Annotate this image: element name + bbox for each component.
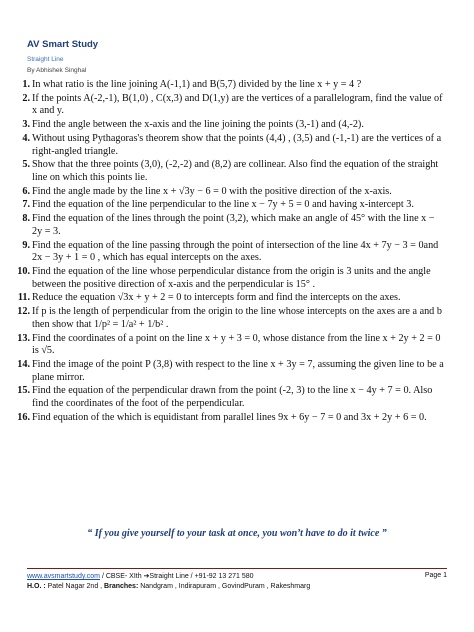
question-number: 3. [22, 119, 30, 131]
question-item [10, 213, 446, 238]
question-text: If p is the length of perpendicular from the origin to the line whose intercepts on the axes are a and b then show that 1/p² = 1/a² + 1/b² . [32, 306, 442, 330]
question-item [10, 306, 446, 331]
question-text: Find the coordinates of a point on the line x + y + 3 = 0, whose distance from the line x + 2y + 2 = 0 is √5. [32, 332, 441, 357]
question-item [10, 240, 446, 265]
question-item [10, 333, 446, 358]
question-item [10, 159, 446, 184]
question-text: Find the equation of the perpendicular drawn from the point (-2, 3) to the line x − 4y + 7 = 0. Also find the coordinates of the foot of the perpendicular. [32, 385, 433, 409]
question-text: Find the angle between the x-axis and the line joining the points (3,-1) and (4,-2). [32, 119, 364, 131]
question-item [10, 412, 446, 425]
motivational-quote: “ If you give yourself to your task at once, you won’t have to do it twice ” [87, 528, 387, 539]
footer-line-2 [27, 583, 457, 590]
question-item [10, 359, 446, 384]
brand-title: AV Smart Study [27, 39, 99, 50]
question-number: 5. [22, 159, 30, 171]
question-number: 13. [17, 332, 30, 344]
question-text: Find the equation of the lines through the point (3,2), which make an angle of 45° with the line x − 2y = 3. [32, 213, 435, 237]
author-line: By Abhishek Singhal [27, 67, 87, 74]
question-text: Find the equation of the line perpendicular to the line x − 7y + 5 = 0 and having x-intercept 3. [32, 199, 414, 211]
question-number: 6. [22, 185, 30, 197]
question-text: If the points A(-2,-1), B(1,0) , C(x,3) and D(1,y) are the vertices of a parallelogram, find the value of x and y. [32, 92, 443, 117]
question-number: 10. [17, 266, 30, 277]
question-item [10, 79, 446, 92]
question-text: Find the angle made by the line x + √3y − 6 = 0 with the positive direction of the x-axis. [32, 185, 392, 197]
question-item [10, 385, 446, 410]
document-header [27, 39, 98, 74]
question-item [10, 186, 446, 199]
question-number: 9. [22, 239, 30, 251]
head-office-label: H.O. : [27, 583, 46, 590]
question-number: 2. [22, 92, 30, 104]
branches-label: Branches: [104, 583, 139, 590]
question-item [10, 93, 446, 118]
question-text: Find equation of the which is equidistant from parallel lines 9x + 6y − 7 = 0 and 3x + 2y + 6 = 0. [32, 411, 427, 423]
question-item [10, 119, 446, 132]
page-number: Page 1 [424, 572, 447, 579]
question-number: 7. [22, 199, 30, 211]
question-number: 11. [17, 292, 30, 304]
question-list [10, 79, 446, 425]
question-text: Find the equation of the line passing through the point of intersection of the line 4x + 7y − 3 = 0and 2x − 3y + 1 = 0 , which has equal intercepts on the axes. [32, 239, 439, 264]
question-number: 14. [17, 358, 30, 370]
question-text: In what ratio is the line joining A(-1,1) and B(5,7) divided by the line x + y = 4 ? [32, 79, 362, 90]
branches-text: Nandgram , Indirapuram , GovindPuram , Rakeshmarg [138, 583, 311, 590]
question-text: Reduce the equation √3x + y + 2 = 0 to intercepts form and find the intercepts on the axes. [32, 292, 401, 304]
head-office-text: Patel Nagar 2nd , [45, 583, 105, 590]
website-link[interactable]: www.avsmartstudy.com [27, 573, 100, 580]
question-item [10, 199, 446, 212]
question-item [10, 266, 446, 291]
subject-title: Straight Line [27, 56, 64, 63]
question-number: 4. [22, 132, 30, 144]
footer-course-info: / CBSE- XIth ➔Straight Line / +91-92 13 271 580 [100, 573, 254, 580]
question-number: 12. [17, 306, 30, 318]
question-number: 8. [22, 213, 30, 225]
footer-divider [27, 568, 447, 569]
question-text: Find the image of the point P (3,8) with respect to the line x + 3y = 7, assuming the given line to be a plane mirror. [32, 358, 444, 383]
footer-line-1 [27, 572, 447, 580]
question-number: 15. [17, 385, 30, 397]
question-text: Without using Pythagoras's theorem show that the points (4,4) , (3,5) and (-1,-1) are the vertices of a right-angled triangle. [32, 132, 442, 157]
question-text: Find the equation of the line whose perpendicular distance from the origin is 3 units and the angle between the positive direction of x-axis and the perpendicular is 15° . [32, 266, 431, 290]
question-item [10, 133, 446, 158]
question-text: Show that the three points (3,0), (-2,-2) and (8,2) are collinear. Also find the equation of the straight line on which this points lie. [32, 159, 439, 183]
question-number: 1. [22, 79, 30, 90]
question-number: 16. [17, 411, 30, 423]
question-item [10, 292, 446, 305]
